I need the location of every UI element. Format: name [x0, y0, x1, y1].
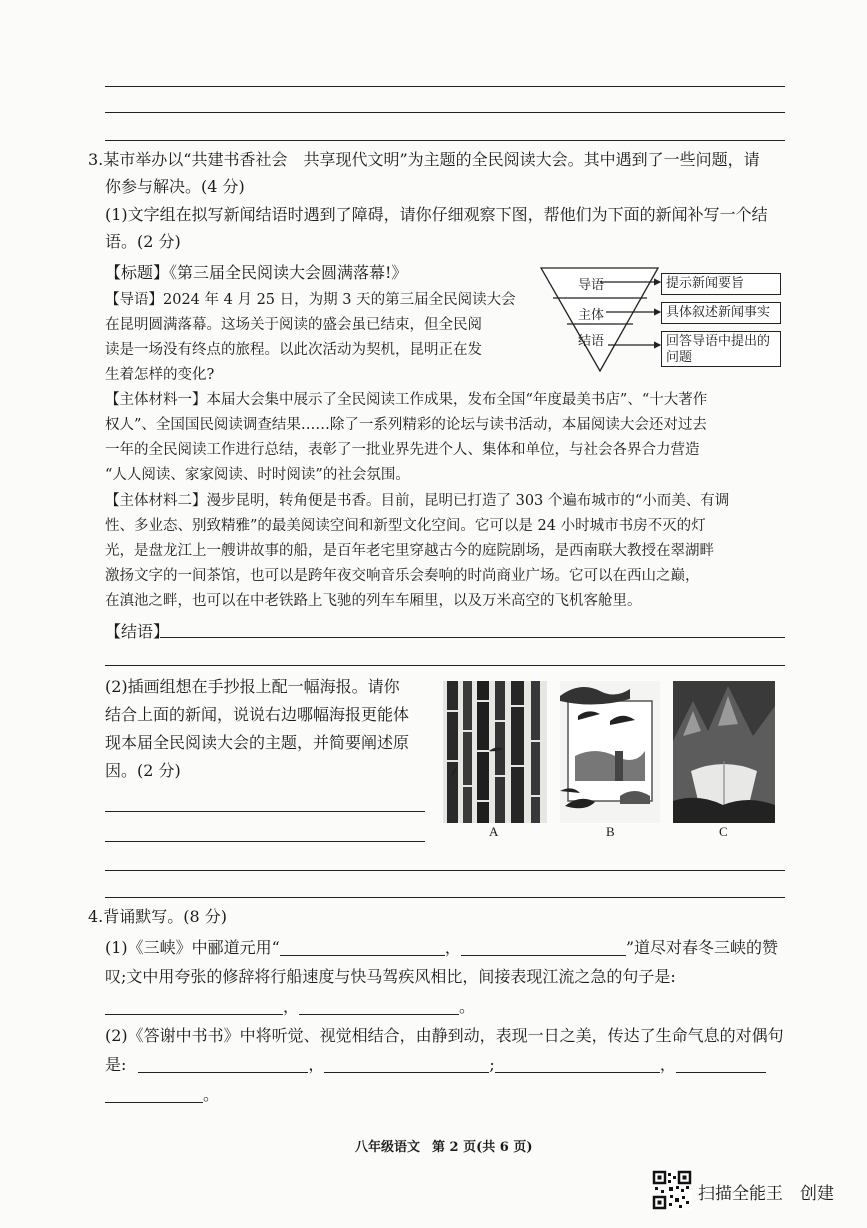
material2-line: 性、多业态、别致精雅”的最美阅读空间和新型文化空间。它可以是 24 小时城市书房不灭的灯	[105, 518, 706, 534]
pyramid-tier-conclusion: 结语	[578, 334, 605, 349]
answer-line[interactable]	[105, 870, 785, 871]
q3-heading: 3.某市举办以“共建书香社会 共享现代文明”为主题的全民阅读大会。其中遇到了一些问题，请	[88, 150, 760, 169]
answer-line[interactable]	[105, 841, 425, 842]
q3-part2-prompt: 现本届全民阅读大会的主题，并简要阐述原	[105, 733, 410, 752]
diagram-box-body: 具体叙述新闻事实	[661, 302, 781, 324]
q4-blank-7[interactable]	[495, 1056, 660, 1073]
material1-line: 一年的全民阅读工作进行总结，表彰了一批业界先进个人、集体和单位，与社会各界合力营造	[105, 442, 700, 458]
q4-blank-2[interactable]	[461, 939, 626, 956]
q3-part1-prompt: (1)文字组在拟写新闻结语时遇到了障碍，请你仔细观察下图，帮他们为下面的新闻补写一个结	[105, 205, 768, 224]
q4-blank-3[interactable]	[105, 998, 283, 1015]
q3-part1-prompt-cont: 语。(2 分)	[105, 232, 181, 251]
poster-b-landscape-image[interactable]	[560, 681, 660, 823]
poster-b-label: B	[606, 824, 615, 839]
answer-line[interactable]	[105, 811, 425, 812]
q4-line4: (2)《答谢中书书》中将听觉、视觉相结合，由静到动，表现一日之美，传达了生命气息的对偶句	[105, 1026, 784, 1045]
news-lead-line: 读是一场没有终点的旅程。以此次活动为契机，昆明正在发	[105, 342, 482, 358]
answer-line	[105, 86, 785, 87]
separator: ，	[444, 938, 461, 957]
q4-line5	[105, 1054, 766, 1076]
news-title: 【标题】《第三届全民阅读大会圆满落幕!》	[105, 263, 408, 282]
footer-page-number: 第 2 页(共 6 页)	[432, 1140, 533, 1155]
q4-line1-end: ”道尽对春冬三峡的赞	[625, 938, 779, 957]
news-lead-line: 在昆明圆满落幕。这场关于阅读的盛会虽已结束，但全民阅	[105, 317, 482, 333]
q4-blank-8[interactable]	[676, 1056, 766, 1073]
material1-line: 【主体材料一】本届大会集中展示了全民阅读工作成果，发布全国“年度最美书店”、“十大著作	[105, 392, 708, 408]
diagram-box-lead: 提示新闻要旨	[661, 273, 781, 295]
material2-line: 激扬文字的一间茶馆，也可以是跨年夜交响音乐会奏响的时尚商业广场。它可以在西山之巅，	[105, 568, 700, 584]
scanner-brand: 扫描全能王	[698, 1184, 783, 1204]
poster-c-mountain-image[interactable]	[673, 681, 775, 823]
q3-heading-cont: 你参与解决。(4 分)	[105, 177, 245, 196]
separator: ;	[489, 1055, 495, 1074]
poster-a-bamboo-image[interactable]	[443, 681, 547, 823]
material1-line: “人人阅读、家家阅读、时时阅读”的社会氛围。	[105, 467, 410, 483]
poster-c-label: C	[719, 824, 728, 839]
answer-line[interactable]	[105, 665, 785, 666]
news-lead-line: 【导语】2024 年 4 月 25 日，为期 3 天的第三届全民阅读大会	[105, 292, 516, 308]
q3-part2-prompt: 因。(2 分)	[105, 761, 181, 780]
material2-line: 光，是盘龙江上一艘讲故事的船，是百年老宅里穿越古今的庭院剧场，是西南联大教授在翠湖畔	[105, 543, 714, 559]
answer-line	[105, 112, 785, 113]
q4-line2: 叹;文中用夸张的修辞将行船速度与快马驾疾风相比，间接表现江流之急的句子是:	[105, 967, 676, 986]
conclusion-answer-line[interactable]	[160, 637, 785, 638]
qr-code-icon	[652, 1170, 692, 1210]
q4-line5-text: 是:	[105, 1055, 127, 1074]
q3-part2-prompt: 结合上面的新闻，说说右边哪幅海报更能体	[105, 705, 410, 724]
q4-line1	[105, 937, 778, 959]
material1-line: 权人”、全国国民阅读调查结果……除了一系列精彩的论坛与读书活动，本届阅读大会还对过去	[105, 417, 707, 433]
diagram-arrows	[600, 270, 670, 360]
q4-blank-4[interactable]	[299, 998, 459, 1015]
period: 。	[203, 1085, 220, 1104]
news-lead-line: 生着怎样的变化?	[105, 367, 215, 383]
q4-line1-text: (1)《三峡》中郦道元用“	[105, 938, 280, 957]
answer-line[interactable]	[105, 897, 785, 898]
scanner-action: 创建	[800, 1184, 834, 1204]
q4-blank-1[interactable]	[280, 939, 445, 956]
conclusion-label: 【结语】	[105, 622, 170, 641]
pyramid-tier-lead: 导语	[578, 278, 605, 293]
q4-blank-9[interactable]	[105, 1086, 203, 1103]
answer-line	[105, 140, 785, 141]
q4-blank-5[interactable]	[138, 1056, 308, 1073]
q3-part2-prompt: (2)插画组想在手抄报上配一幅海报。请你	[105, 677, 400, 696]
footer-subject: 八年级语文	[355, 1140, 421, 1155]
separator: ，	[308, 1055, 325, 1074]
poster-a-label: A	[489, 824, 499, 839]
diagram-box-conclusion: 回答导语中提出的问题	[661, 331, 781, 367]
material2-line: 在滇池之畔，也可以在中老铁路上飞驰的列车车厢里，以及万米高空的飞机客舱里。	[105, 593, 642, 609]
separator: ，	[283, 997, 300, 1016]
period: 。	[459, 997, 476, 1016]
q4-line6	[105, 1084, 219, 1106]
separator: ，	[659, 1055, 676, 1074]
q4-line3	[105, 996, 475, 1018]
q4-blank-6[interactable]	[324, 1056, 489, 1073]
material2-line: 【主体材料二】漫步昆明，转角便是书香。目前，昆明已打造了 303 个遍布城市的“小而美、有调	[105, 493, 730, 509]
pyramid-tier-body: 主体	[578, 308, 605, 323]
q4-heading: 4.背诵默写。(8 分)	[88, 907, 228, 926]
